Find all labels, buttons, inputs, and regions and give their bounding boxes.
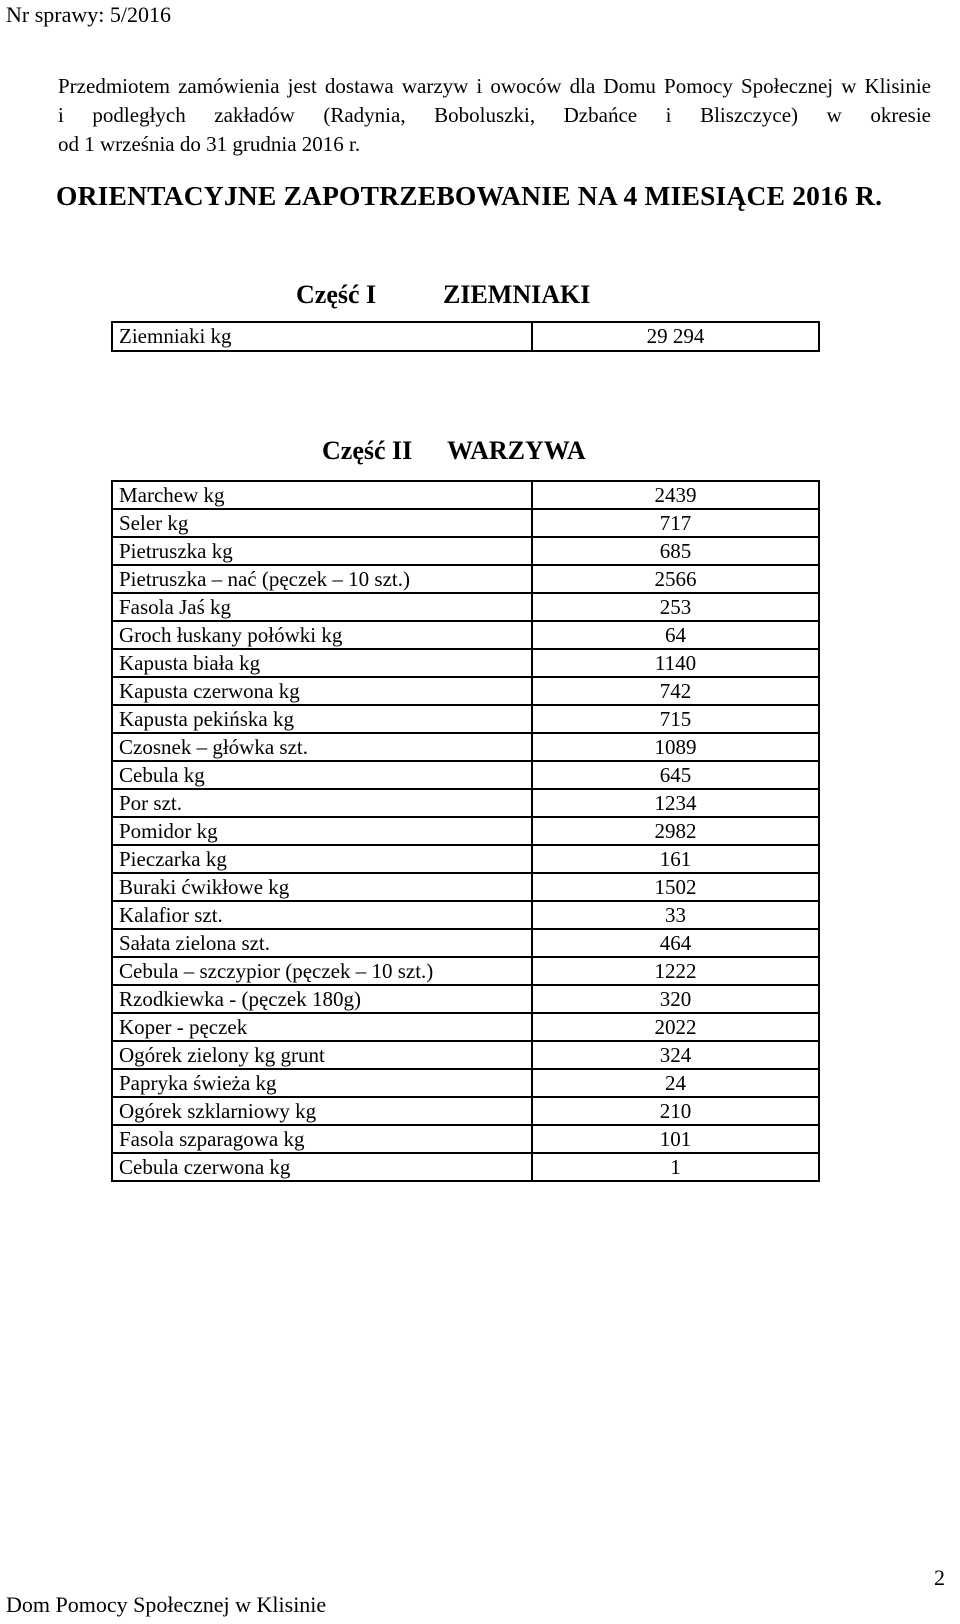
table-row (112, 1153, 819, 1181)
item-quantity: 324 (532, 1041, 819, 1069)
table-row (112, 509, 819, 537)
item-quantity: 1502 (532, 873, 819, 901)
item-name: Pietruszka – nać (pęczek – 10 szt.) (112, 565, 532, 593)
part1-table (111, 321, 820, 352)
item-quantity: 253 (532, 593, 819, 621)
table-row (112, 985, 819, 1013)
item-name: Pieczarka kg (112, 845, 532, 873)
table-row (112, 565, 819, 593)
table-row (112, 621, 819, 649)
page-number: 2 (934, 1565, 945, 1590)
table-row (112, 733, 819, 761)
item-quantity: 1089 (532, 733, 819, 761)
item-name: Ogórek zielony kg grunt (112, 1041, 532, 1069)
item-name: Marchew kg (112, 481, 532, 509)
item-name: Por szt. (112, 789, 532, 817)
item-name: Buraki ćwikłowe kg (112, 873, 532, 901)
table-row (112, 789, 819, 817)
table-row (112, 1125, 819, 1153)
table-row (112, 677, 819, 705)
table-row (112, 1069, 819, 1097)
item-quantity: 29 294 (532, 322, 819, 351)
item-name: Fasola szparagowa kg (112, 1125, 532, 1153)
item-name: Kapusta biała kg (112, 649, 532, 677)
item-name: Rzodkiewka - (pęczek 180g) (112, 985, 532, 1013)
table-row (112, 873, 819, 901)
part2-name: WARZYWA (447, 436, 586, 465)
table-row (112, 817, 819, 845)
item-quantity: 464 (532, 929, 819, 957)
item-quantity: 2982 (532, 817, 819, 845)
intro-line: od 1 września do 31 grudnia 2016 r. (58, 132, 361, 156)
item-name: Kapusta pekińska kg (112, 705, 532, 733)
table-row (112, 537, 819, 565)
item-quantity: 33 (532, 901, 819, 929)
item-quantity: 161 (532, 845, 819, 873)
table-row (112, 761, 819, 789)
item-name: Seler kg (112, 509, 532, 537)
item-quantity: 101 (532, 1125, 819, 1153)
item-name: Papryka świeża kg (112, 1069, 532, 1097)
item-quantity: 1140 (532, 649, 819, 677)
item-quantity: 2566 (532, 565, 819, 593)
item-name: Pietruszka kg (112, 537, 532, 565)
item-quantity: 2439 (532, 481, 819, 509)
document-title: ORIENTACYJNE ZAPOTRZEBOWANIE NA 4 MIESIĄCE 2016 R. (56, 180, 883, 211)
item-quantity: 24 (532, 1069, 819, 1097)
item-quantity: 742 (532, 677, 819, 705)
item-name: Kapusta czerwona kg (112, 677, 532, 705)
table-row (112, 901, 819, 929)
item-name: Pomidor kg (112, 817, 532, 845)
table-row (112, 481, 819, 509)
table-row (112, 322, 819, 351)
part2-number: Część II (322, 436, 413, 465)
table-row (112, 649, 819, 677)
item-name: Ziemniaki kg (112, 322, 532, 351)
item-quantity: 715 (532, 705, 819, 733)
table-row (112, 1013, 819, 1041)
footer-organization: Dom Pomocy Społecznej w Klisinie (6, 1592, 327, 1617)
item-name: Ogórek szklarniowy kg (112, 1097, 532, 1125)
intro-paragraph (58, 72, 931, 159)
item-name: Kalafior szt. (112, 901, 532, 929)
part1-name: ZIEMNIAKI (443, 280, 591, 309)
item-quantity: 685 (532, 537, 819, 565)
item-quantity: 2022 (532, 1013, 819, 1041)
item-quantity: 1 (532, 1153, 819, 1181)
table-row (112, 1041, 819, 1069)
table-row (112, 929, 819, 957)
part1-heading (0, 280, 960, 312)
item-quantity: 64 (532, 621, 819, 649)
part2-heading (0, 436, 960, 468)
item-name: Czosnek – główka szt. (112, 733, 532, 761)
intro-line: Przedmiotem zamówienia jest dostawa warzyw i owoców dla Domu Pomocy Społecznej w Klisinie (58, 74, 931, 98)
item-name: Cebula kg (112, 761, 532, 789)
item-quantity: 210 (532, 1097, 819, 1125)
table-row (112, 593, 819, 621)
table-row (112, 705, 819, 733)
item-quantity: 1222 (532, 957, 819, 985)
table-row (112, 957, 819, 985)
intro-line: i podległych zakładów (Radynia, Boboluszki, Dzbańce i Bliszczyce) w okresie (58, 103, 931, 127)
item-quantity: 717 (532, 509, 819, 537)
item-name: Cebula – szczypior (pęczek – 10 szt.) (112, 957, 532, 985)
case-number: Nr sprawy: 5/2016 (6, 2, 171, 27)
item-name: Koper - pęczek (112, 1013, 532, 1041)
part2-table (111, 480, 820, 1182)
item-name: Sałata zielona szt. (112, 929, 532, 957)
item-name: Groch łuskany połówki kg (112, 621, 532, 649)
table-row (112, 1097, 819, 1125)
item-quantity: 320 (532, 985, 819, 1013)
item-name: Fasola Jaś kg (112, 593, 532, 621)
item-name: Cebula czerwona kg (112, 1153, 532, 1181)
item-quantity: 645 (532, 761, 819, 789)
item-quantity: 1234 (532, 789, 819, 817)
part1-number: Część I (296, 280, 377, 309)
table-row (112, 845, 819, 873)
